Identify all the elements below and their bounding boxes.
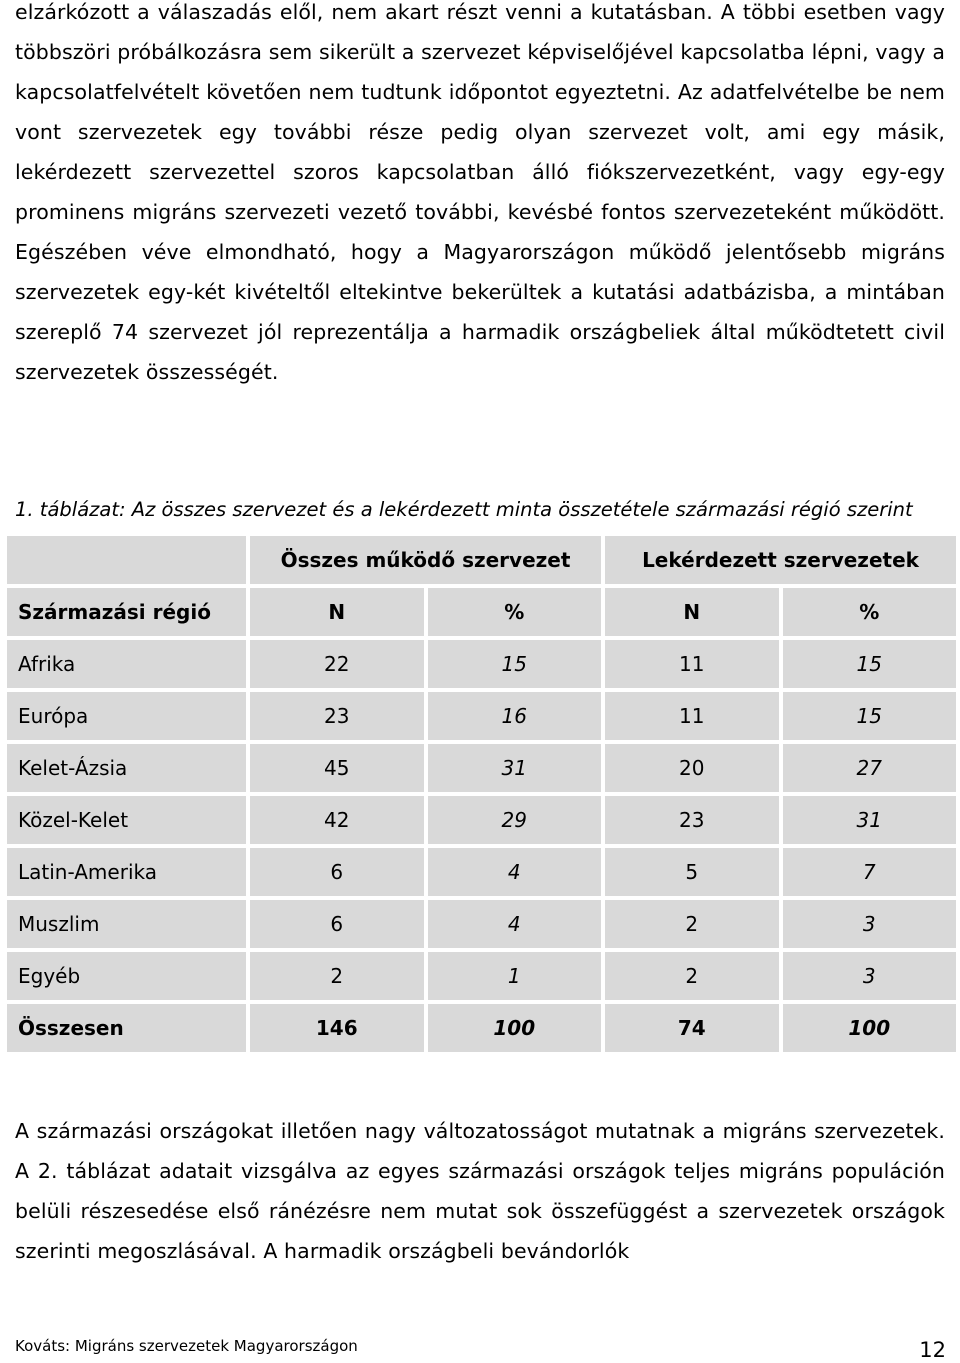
table-row <box>7 900 956 948</box>
pct-surveyed-cell: 15 <box>783 692 957 740</box>
pct-surveyed-cell: 3 <box>783 900 957 948</box>
table-column-header-row <box>7 588 956 636</box>
n-surveyed-cell: 20 <box>605 744 779 792</box>
n-all-cell: 42 <box>250 796 424 844</box>
region-cell: Latin-Amerika <box>7 848 246 896</box>
n-all-cell: 23 <box>250 692 424 740</box>
pct-all-cell: 16 <box>428 692 602 740</box>
pct-surveyed-cell: 7 <box>783 848 957 896</box>
pct-all-cell: 4 <box>428 848 602 896</box>
n-surveyed-cell: 23 <box>605 796 779 844</box>
n-surveyed-cell: 2 <box>605 952 779 1000</box>
column-header-region: Származási régió <box>7 588 246 636</box>
table-row <box>7 640 956 688</box>
n-all-cell: 6 <box>250 848 424 896</box>
table-group-header-row <box>7 536 956 584</box>
total-label-cell: Összesen <box>7 1004 246 1052</box>
region-cell: Kelet-Ázsia <box>7 744 246 792</box>
pct-surveyed-cell: 15 <box>783 640 957 688</box>
table-caption: 1. táblázat: Az összes szervezet és a lekérdezett minta összetétele származási régió szerint <box>15 498 913 521</box>
n-surveyed-cell: 5 <box>605 848 779 896</box>
total-n-surveyed-cell: 74 <box>605 1004 779 1052</box>
table-row <box>7 692 956 740</box>
region-cell: Afrika <box>7 640 246 688</box>
table-corner-cell <box>7 536 246 584</box>
running-footer-title: Kováts: Migráns szervezetek Magyarországon <box>15 1337 358 1355</box>
region-cell: Egyéb <box>7 952 246 1000</box>
table-total-row <box>7 1004 956 1052</box>
origin-region-table <box>3 532 960 1056</box>
column-header-pct-all: % <box>428 588 602 636</box>
column-header-pct-surveyed: % <box>783 588 957 636</box>
pct-surveyed-cell: 27 <box>783 744 957 792</box>
pct-all-cell: 1 <box>428 952 602 1000</box>
table-row <box>7 952 956 1000</box>
n-all-cell: 6 <box>250 900 424 948</box>
n-all-cell: 22 <box>250 640 424 688</box>
n-all-cell: 2 <box>250 952 424 1000</box>
n-surveyed-cell: 11 <box>605 692 779 740</box>
pct-surveyed-cell: 3 <box>783 952 957 1000</box>
pct-all-cell: 4 <box>428 900 602 948</box>
group-header-all-orgs: Összes működő szervezet <box>250 536 601 584</box>
table-row <box>7 848 956 896</box>
group-header-surveyed-orgs: Lekérdezett szervezetek <box>605 536 956 584</box>
page-number: 12 <box>919 1338 946 1362</box>
n-all-cell: 45 <box>250 744 424 792</box>
body-paragraph-top: elzárkózott a válaszadás elől, nem akart részt venni a kutatásban. A többi esetben vagy többszöri próbálkozásra sem sikerült a szervezet képviselőjével kapcsolatba lépni, vagy a kapcsolatfelvételt követően nem tudtunk időpontot egyeztetni. Az adatfelvételbe be nem vont szervezetek egy további része pedig olyan szervezet volt, ami egy másik, lekérdezett szervezettel szoros kapcsolatban álló fiókszervezetként, vagy egy-egy prominens migráns szervezeti vezető további, kevésbé fontos szervezeteként működött. Egészében véve elmondható, hogy a Magyarországon működő jelentősebb migráns szervezetek egy-két kivételtől eltekintve bekerültek a kutatási adatbázisba, a mintában szereplő 74 szervezet jól reprezentálja a harmadik országbeliek által működtetett civil szervezetek összességét. <box>15 0 945 384</box>
n-surveyed-cell: 11 <box>605 640 779 688</box>
pct-all-cell: 29 <box>428 796 602 844</box>
pct-surveyed-cell: 31 <box>783 796 957 844</box>
total-pct-all-cell: 100 <box>428 1004 602 1052</box>
n-surveyed-cell: 2 <box>605 900 779 948</box>
region-cell: Európa <box>7 692 246 740</box>
table-row <box>7 796 956 844</box>
total-n-all-cell: 146 <box>250 1004 424 1052</box>
table-row <box>7 744 956 792</box>
column-header-n-surveyed: N <box>605 588 779 636</box>
pct-all-cell: 15 <box>428 640 602 688</box>
total-pct-surveyed-cell: 100 <box>783 1004 957 1052</box>
pct-all-cell: 31 <box>428 744 602 792</box>
column-header-n-all: N <box>250 588 424 636</box>
region-cell: Muszlim <box>7 900 246 948</box>
region-cell: Közel-Kelet <box>7 796 246 844</box>
body-paragraph-bottom: A származási országokat illetően nagy változatosságot mutatnak a migráns szervezetek. A 2. táblázat adatait vizsgálva az egyes származási országok teljes migráns populáción belüli részesedése első ránézésre nem mutat sok összefüggést a szervezetek országok szerinti megoszlásával. A harmadik országbeli bevándorlók <box>15 1119 945 1263</box>
